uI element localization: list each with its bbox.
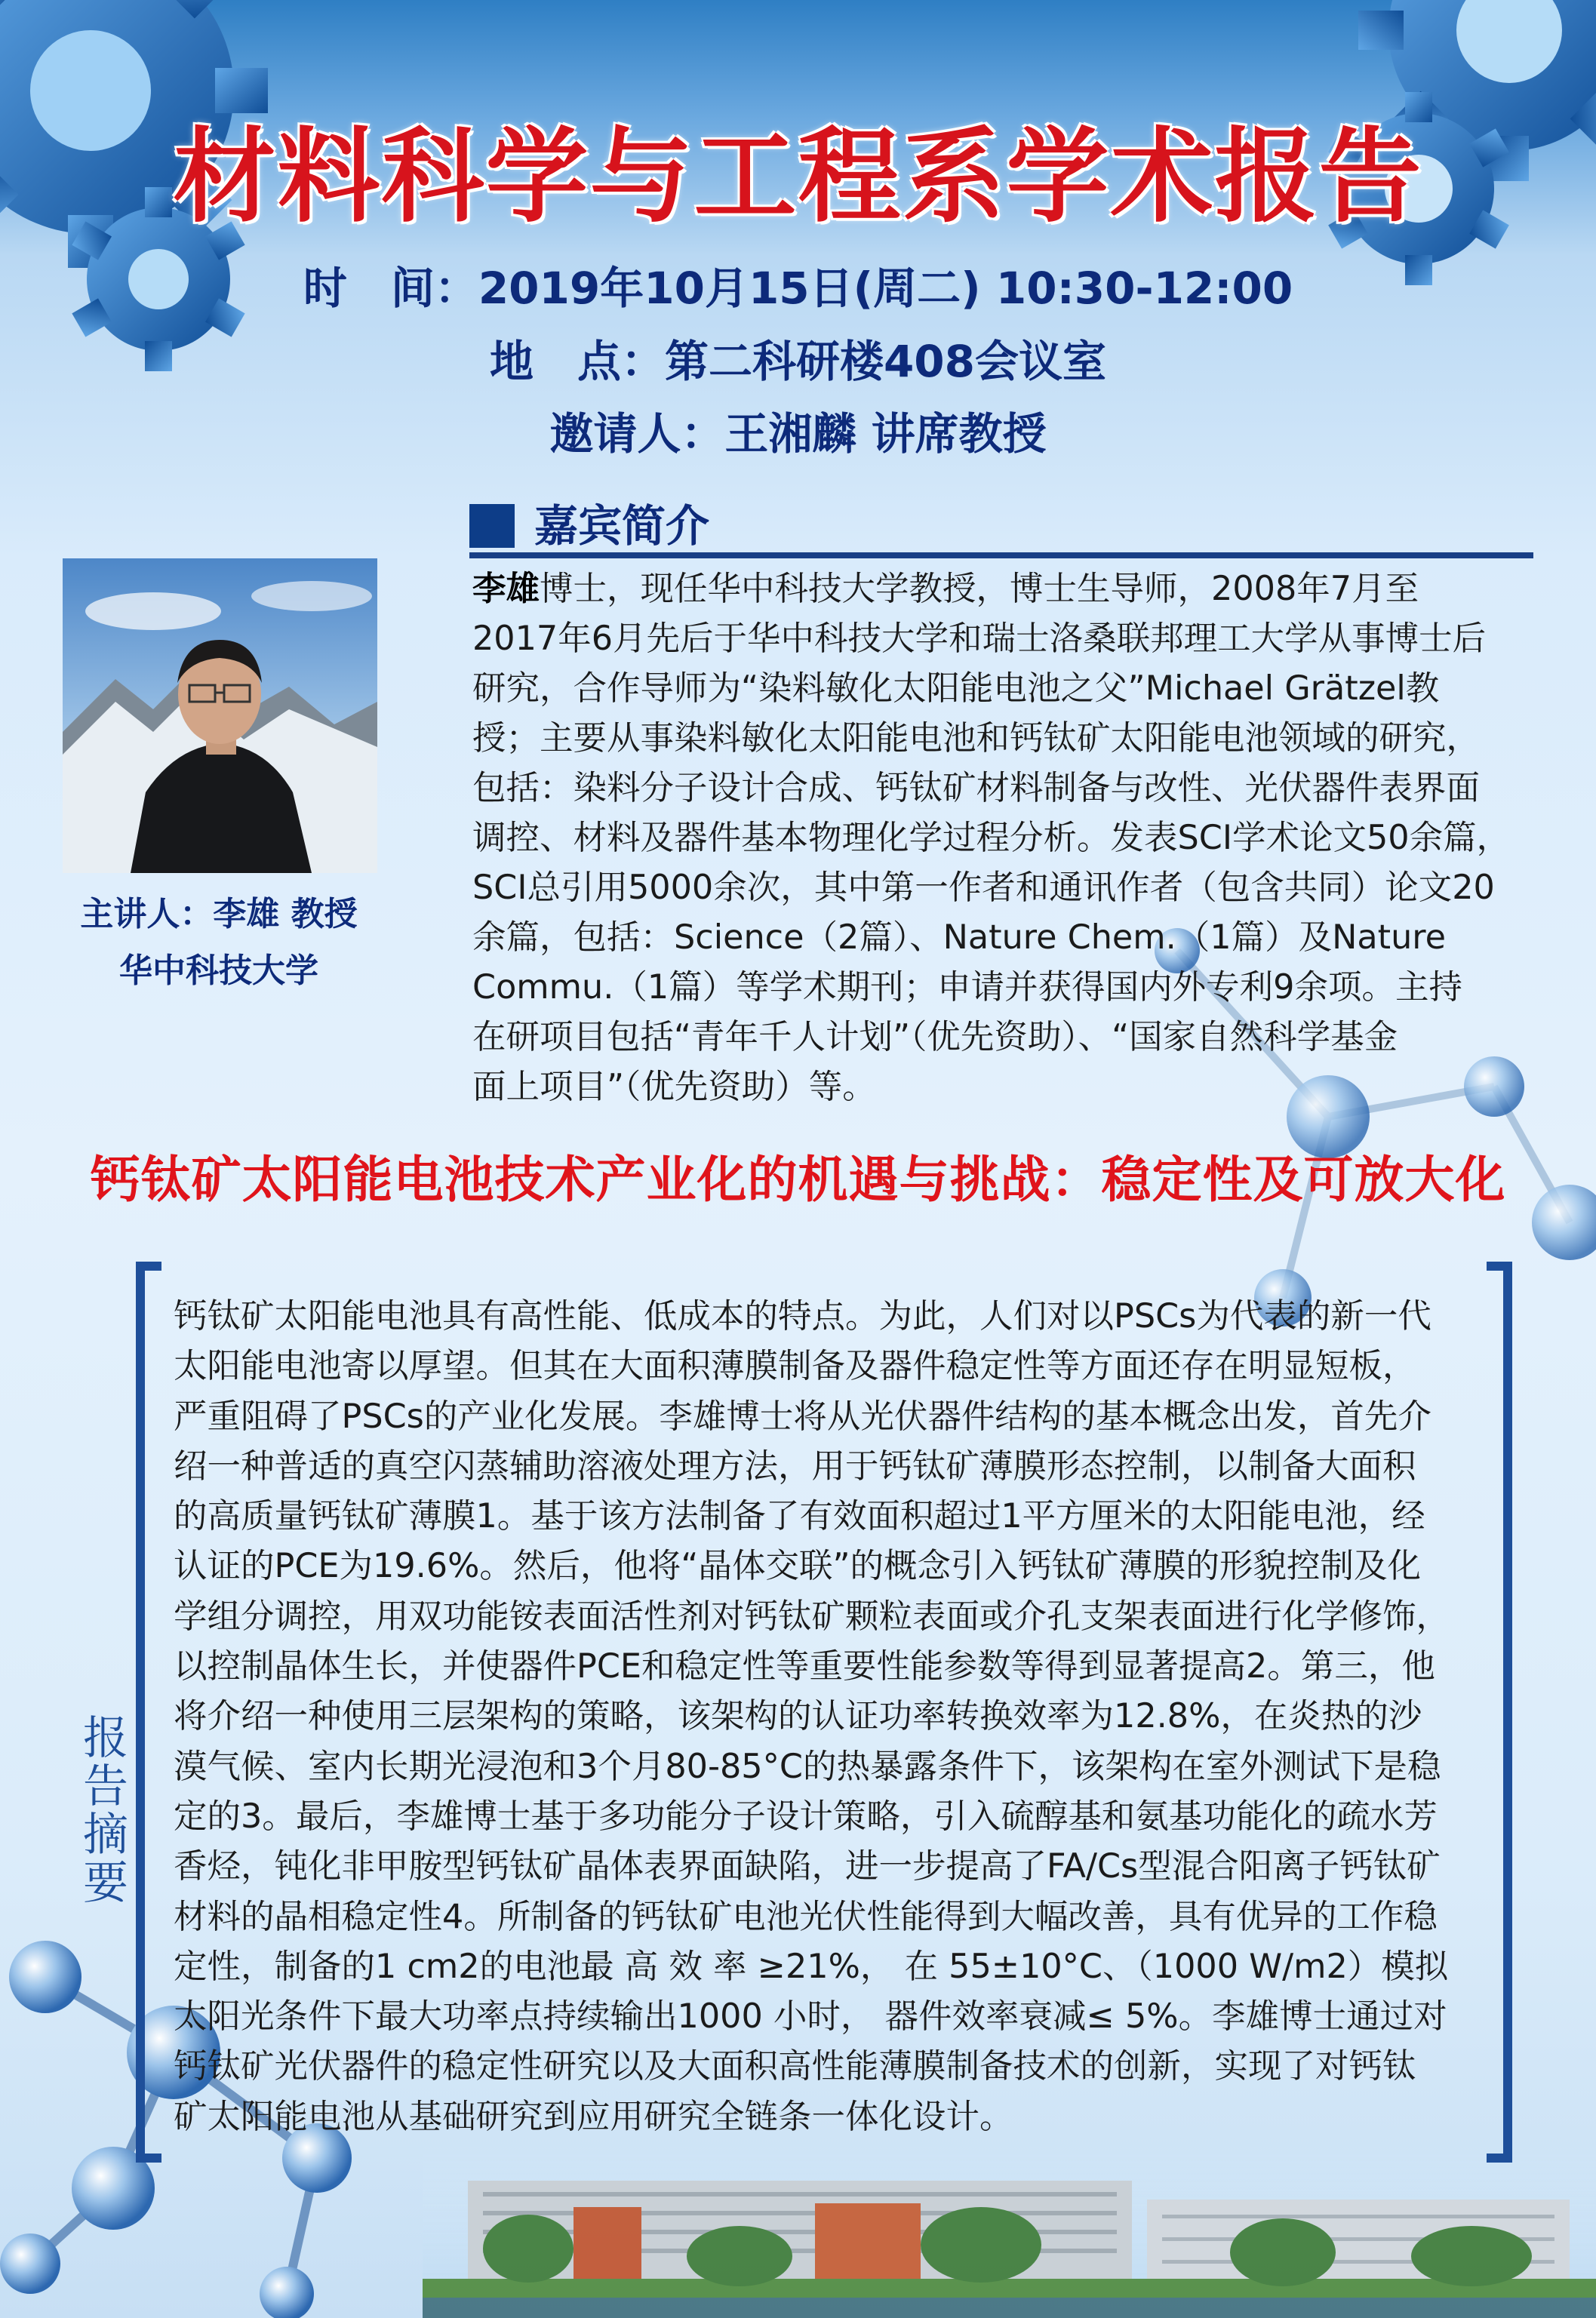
abstract-line: 钙钛矿光伏器件的稳定性研究以及大面积高性能薄膜制备技术的创新，实现了对钙钛 xyxy=(174,2047,1416,2086)
speaker-affiliation: 华中科技大学 xyxy=(119,951,318,990)
abstract-label: 报 告 摘 要 xyxy=(83,1712,128,1910)
abstract-line: 漠气候、室内长期光浸泡和3个月80-85°C的热暴露条件下，该架构在室外测试下是稳 xyxy=(174,1747,1441,1786)
abstract-line: 定性，制备的1 cm2的电池最 高 效 率 ≥21%， 在 55±10°C、（1000 W/m2）模拟 xyxy=(174,1947,1449,1986)
bio-name: 李雄 xyxy=(472,570,540,608)
guest-bio xyxy=(472,564,1544,1112)
guest-heading: 嘉宾简介 xyxy=(534,500,710,552)
heading-rule xyxy=(469,552,1533,558)
campus-scene xyxy=(423,2147,1596,2318)
abstract-line: 的高质量钙钛矿薄膜1。基于该方法制备了有效面积超过1平方厘米的太阳能电池，经 xyxy=(174,1497,1425,1536)
abstract-line: 严重阻碍了PSCs的产业化发展。李雄博士将从光伏器件结构的基本概念出发，首先介 xyxy=(174,1397,1431,1436)
speaker-photo xyxy=(63,558,377,873)
inviter-line: 邀请人：王湘麟 讲席教授 xyxy=(549,408,1047,460)
abstract-line: 学组分调控，用双功能铵表面活性剂对钙钛矿颗粒表面或介孔支架表面进行化学修饰， xyxy=(174,1597,1450,1636)
bio-line: Commu.（1篇）等学术期刊；申请并获得国内外专利9余项。主持 xyxy=(472,968,1462,1007)
bio-line: 授；主要从事染料敏化太阳能电池和钙钛矿太阳能电池领域的研究， xyxy=(472,719,1481,758)
abstract-line: 定的3。最后，李雄博士基于多功能分子设计策略，引入硫醇基和氨基功能化的疏水芳 xyxy=(174,1797,1438,1836)
abstract-line: 将介绍一种使用三层架构的策略，该架构的认证功率转换效率为12.8%，在炎热的沙 xyxy=(174,1697,1422,1736)
abstract-line: 绍一种普适的真空闪蒸辅助溶液处理方法，用于钙钛矿薄膜形态控制，以制备大面积 xyxy=(174,1446,1416,1486)
abstract-line: 矿太阳能电池从基础研究到应用研究全链条一体化设计。 xyxy=(174,2097,1013,2136)
bio-line: 李雄博士，现任华中科技大学教授，博士生导师，2008年7月至 xyxy=(472,570,1419,608)
abstract-text xyxy=(174,1292,1502,2142)
abstract-line: 香烃，钝化非甲胺型钙钛矿晶体表界面缺陷，进一步提高了FA/Cs型混合阳离子钙钛矿 xyxy=(174,1847,1441,1886)
page-title: 材料科学与工程系学术报告 xyxy=(173,118,1423,237)
abstract-line: 钙钛矿太阳能电池具有高性能、低成本的特点。为此，人们对以PSCs为代表的新一代 xyxy=(174,1297,1431,1336)
bio-line: 调控、材料及器件基本物理化学过程分析。发表SCI学术论文50余篇， xyxy=(472,819,1511,857)
abstract-line: 太阳能电池寄以厚望。但其在大面积薄膜制备及器件稳定性等方面还存在明显短板， xyxy=(174,1347,1416,1386)
talk-title: 钙钛矿太阳能电池技术产业化的机遇与挑战：稳定性及可放大化 xyxy=(90,1151,1506,1209)
bio-line: 包括：染料分子设计合成、钙钛矿材料制备与改性、光伏器件表界面 xyxy=(472,769,1481,807)
bio-line: 余篇，包括：Science（2篇）、Nature Chem.（1篇）及Nature xyxy=(472,918,1446,957)
bio-line: 研究，合作导师为“染料敏化太阳能电池之父”Michael Grätzel教 xyxy=(472,669,1440,708)
bio-line: 2017年6月先后于华中科技大学和瑞士洛桑联邦理工大学从事博士后 xyxy=(472,619,1487,658)
bio-line: 面上项目”（优先资助）等。 xyxy=(472,1068,876,1106)
time-line: 时 间：2019年10月15日(周二) 10:30-12:00 xyxy=(303,263,1293,314)
location-line: 地 点：第二科研楼408会议室 xyxy=(489,336,1107,387)
abstract-line: 太阳光条件下最大功率点持续输出1000 小时， 器件效率衰减≤ 5%。李雄博士通过对 xyxy=(174,1997,1447,2037)
heading-square-icon xyxy=(469,504,515,548)
speaker-name: 主讲人：李雄 教授 xyxy=(80,895,358,933)
abstract-line: 材料的晶相稳定性4。所制备的钙钛矿电池光伏性能得到大幅改善，具有优异的工作稳 xyxy=(174,1897,1438,1936)
left-bracket xyxy=(136,1262,161,2163)
bio-line: SCI总引用5000余次，其中第一作者和通讯作者（包含共同）论文20 xyxy=(472,868,1495,907)
abstract-line: 以控制晶体生长，并使器件PCE和稳定性等重要性能参数等得到显著提高2。第三，他 xyxy=(174,1647,1435,1686)
abstract-line: 认证的PCE为19.6%。然后，他将“晶体交联”的概念引入钙钛矿薄膜的形貌控制及化 xyxy=(174,1547,1422,1586)
bio-line: 在研项目包括“青年千人计划”（优先资助）、“国家自然科学基金 xyxy=(472,1018,1398,1056)
